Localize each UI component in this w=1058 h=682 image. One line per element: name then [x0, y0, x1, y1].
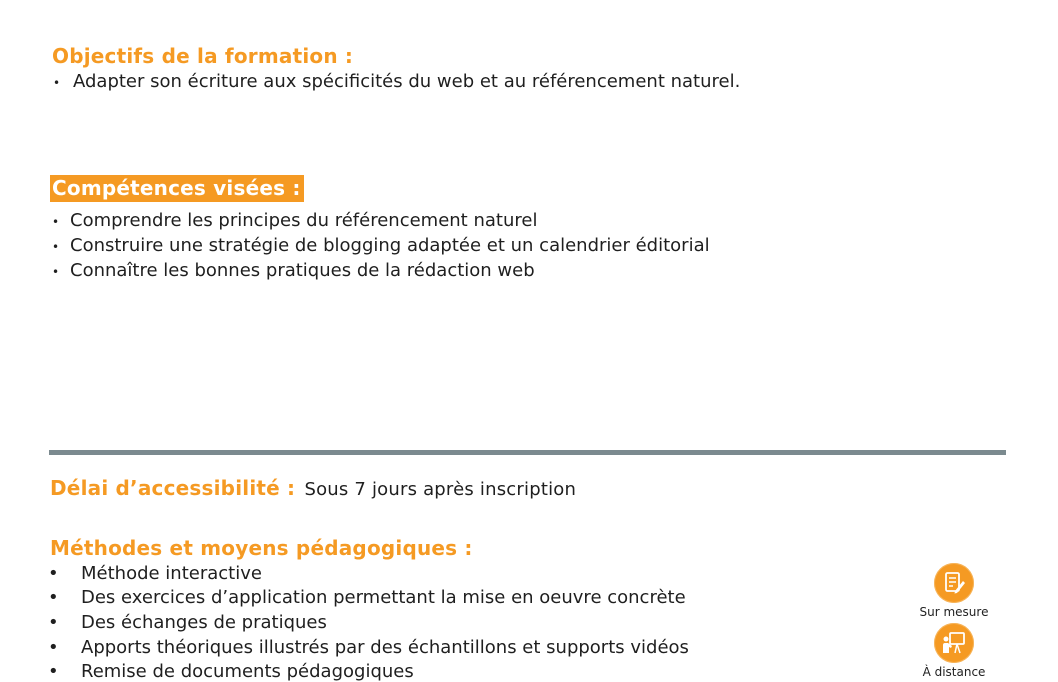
list-item: • Connaître les bonnes pratiques de la rédaction web [52, 260, 535, 281]
bullet-icon: • [52, 240, 60, 254]
list-item: • Adapter son écriture aux spécificités du web et au référencement naturel. [53, 71, 741, 92]
a-distance-badge [934, 623, 974, 663]
competences-heading: Compétences visées : [50, 175, 304, 202]
methodes-heading: Méthodes et moyens pédagogiques : [50, 536, 473, 560]
list-item: • Comprendre les principes du référencement naturel [52, 210, 538, 231]
section-divider [49, 450, 1006, 455]
bullet-icon: • [48, 587, 59, 608]
bullet-icon: • [48, 661, 59, 682]
delai-line [50, 476, 576, 500]
list-item: • Remise de documents pédagogiques [48, 661, 414, 682]
list-item: • Construire une stratégie de blogging adaptée et un calendrier éditorial [52, 235, 710, 256]
sur-mesure-label: Sur mesure [919, 605, 989, 619]
list-item: • Des échanges de pratiques [48, 612, 327, 633]
bullet-icon: • [52, 215, 60, 229]
bullet-icon: • [53, 76, 61, 90]
list-item: • Apports théoriques illustrés par des échantillons et supports vidéos [48, 637, 689, 658]
presentation-board-icon [934, 623, 974, 663]
delai-label: Délai d’accessibilité : [50, 476, 296, 500]
list-item: • Méthode interactive [48, 563, 262, 584]
list-item: • Des exercices d’application permettant la mise en oeuvre concrète [48, 587, 686, 608]
bullet-icon: • [52, 265, 60, 279]
bullet-icon: • [48, 563, 59, 584]
bullet-icon: • [48, 637, 59, 658]
a-distance-label: À distance [922, 665, 986, 679]
sur-mesure-badge [934, 563, 974, 603]
edit-document-icon [934, 563, 974, 603]
objectifs-heading: Objectifs de la formation : [52, 44, 354, 68]
delai-value: Sous 7 jours après inscription [304, 479, 577, 500]
bullet-icon: • [48, 612, 59, 633]
